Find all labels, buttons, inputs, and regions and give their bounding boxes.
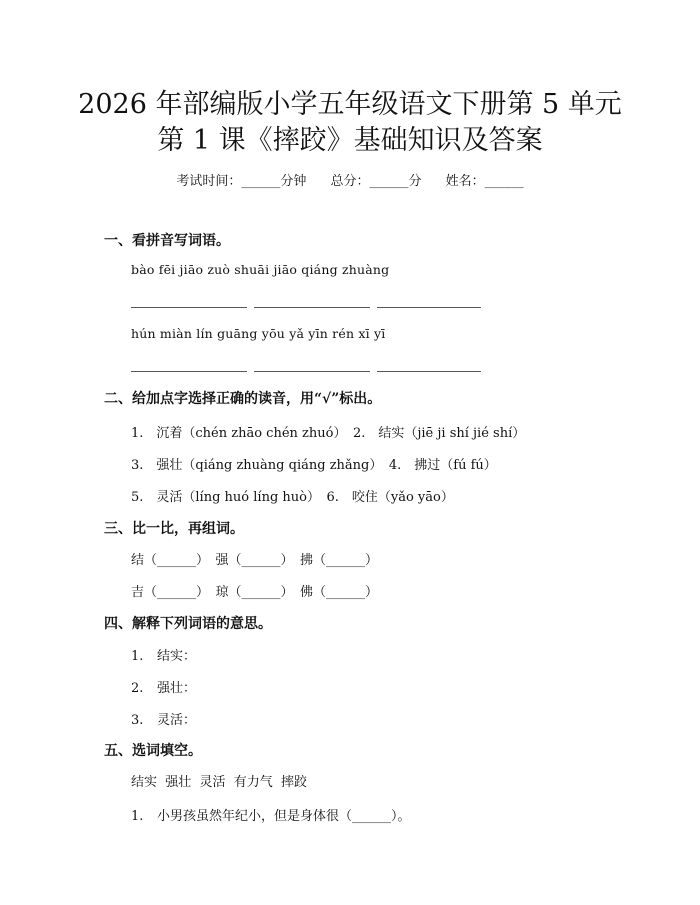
answer-line[interactable] (131, 307, 247, 308)
exam-time: 考试时间：______分钟 (176, 174, 307, 189)
fill-blank-sentence: 小男孩虽然年纪小，但是身体很（______）。 (157, 809, 411, 824)
definition-term: 灵活： (157, 713, 197, 728)
item-number: 1. (131, 649, 144, 664)
item-number: 3. (131, 713, 144, 728)
item-number: 1. (131, 809, 144, 824)
page-title-line-1: 2026 年部编版小学五年级语文下册第 5 单元 (78, 89, 622, 120)
student-name: 姓名：______ (445, 174, 524, 189)
definition-item (131, 677, 196, 696)
exam-total-score: 总分：______分 (330, 174, 422, 189)
definition-item (131, 645, 196, 664)
pronunciation-item-row: 3. 强壮（qiáng zhuàng qiáng zhǎng） 4. 拂过（fú fú） (131, 458, 497, 473)
exam-meta (0, 170, 700, 189)
section-2-heading: 二、给加点字选择正确的读音，用“√”标出。 (104, 391, 382, 407)
pinyin-row-1: bào fēi jiāo zuò shuāi jiāo qiáng zhuàng (131, 262, 390, 277)
definition-item (131, 709, 196, 728)
section-4-heading: 四、解释下列词语的意思。 (104, 616, 272, 632)
item-number: 2. (131, 681, 144, 696)
section-3-heading: 三、比一比，再组词。 (104, 521, 244, 537)
pronunciation-item-row: 5. 灵活（líng huó líng huò） 6. 咬住（yǎo yāo） (131, 490, 454, 505)
page-title-line-2: 第 1 课《摔跤》基础知识及答案 (157, 125, 543, 156)
pronunciation-item-row: 1. 沉着（chén zhāo chén zhuó） 2. 结实（jiē ji shí jié shí） (131, 426, 526, 441)
definition-term: 强壮： (157, 681, 197, 696)
definition-term: 结实： (157, 649, 197, 664)
compare-words-row-1: 结（______） 强（______） 拂（______） (131, 553, 379, 568)
answer-line[interactable] (377, 371, 481, 372)
section-5-heading: 五、选词填空。 (104, 743, 202, 759)
answer-line[interactable] (254, 371, 370, 372)
section-1-heading: 一、看拼音写词语。 (104, 233, 230, 249)
fill-blank-item (131, 805, 411, 824)
answer-line[interactable] (131, 371, 247, 372)
compare-words-row-2: 吉（______） 琼（______） 佛（______） (131, 585, 379, 600)
pinyin-row-2: hún miàn lín guāng yōu yǎ yīn rén xī yī (131, 326, 386, 341)
word-bank: 结实 强壮 灵活 有力气 摔跤 (131, 775, 308, 790)
answer-line[interactable] (254, 307, 370, 308)
answer-line[interactable] (377, 307, 481, 308)
